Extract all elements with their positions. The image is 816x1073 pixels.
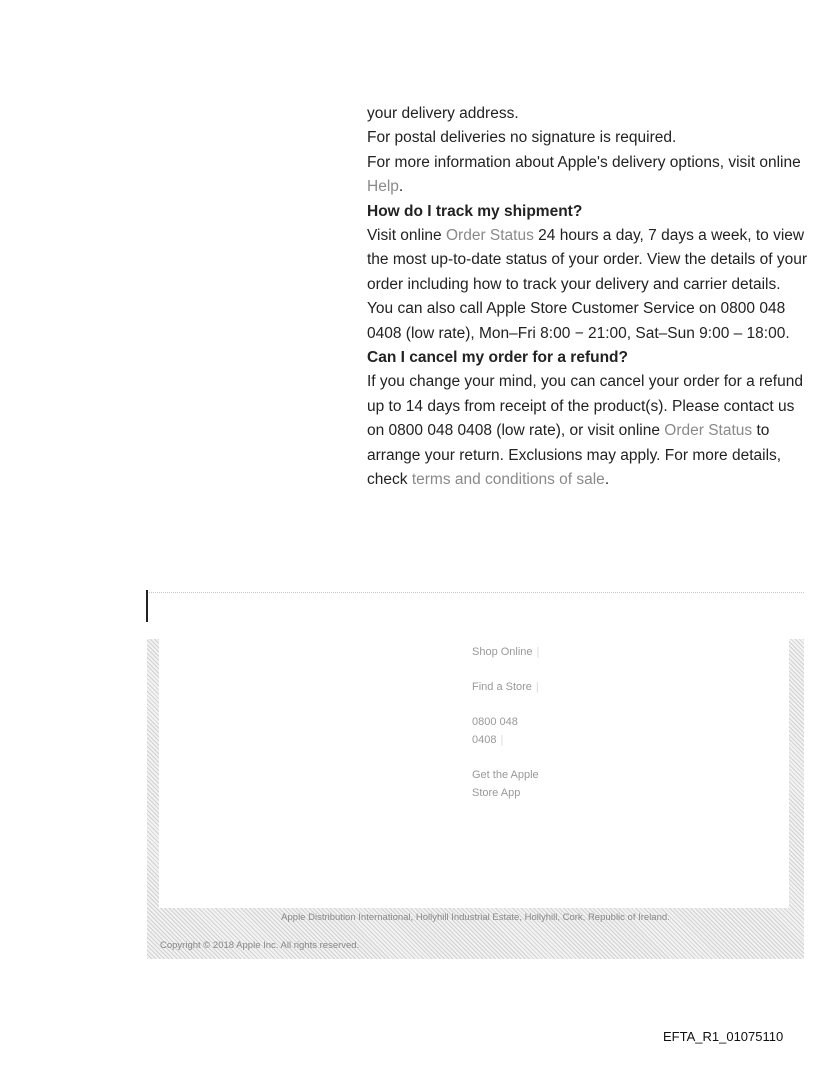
refund-text: If you change your mind, you can cancel your order for a refund up to 14 days from receipt of the product(s). Please contact us on 0800 048 0408 (low rate), or visit online Order Status to arrange your return. Exclusions may apply. For more details, check terms and conditions of sale.	[367, 373, 803, 489]
document-id: EFTA_R1_01075110	[663, 1029, 784, 1044]
footer-links-panel	[159, 639, 789, 908]
delivery-options-text: For more information about Apple's delivery options, visit online Help.	[367, 153, 801, 196]
order-status-text: Visit online Order Status 24 hours a day, 7 days a week, to view the most up-to-date status of your order. View the details of your order including how to track your delivery and carrier details.	[367, 227, 807, 293]
footer-link-find-store[interactable]: Find a Store |	[472, 681, 539, 693]
link-separator: |	[536, 646, 540, 658]
track-shipment-heading: How do I track my shipment?	[367, 202, 583, 220]
postal-delivery-text: For postal deliveries no signature is required.	[367, 129, 677, 147]
email-body	[367, 102, 807, 493]
text-cursor	[146, 590, 148, 622]
footer-copyright: Copyright © 2018 Apple Inc. All rights reserved.	[160, 940, 360, 951]
link-separator: |	[500, 734, 504, 746]
footer-address: Apple Distribution International, Hollyhill Industrial Estate, Hollyhill, Cork, Republic of Ireland.	[281, 912, 670, 923]
link-separator: |	[535, 681, 539, 693]
terms-link[interactable]: terms and conditions of sale	[411, 471, 605, 489]
cancel-order-heading: Can I cancel my order for a refund?	[367, 349, 628, 367]
footer	[147, 639, 804, 959]
order-status-link[interactable]: Order Status	[445, 227, 534, 245]
customer-service-text: You can also call Apple Store Customer Service on 0800 048 0408 (low rate), Mon–Fri 8:00 − 21:00, Sat–Sun 9:00 – 18:00.	[367, 300, 790, 342]
footer-link-shop-online[interactable]: Shop Online |	[472, 646, 540, 658]
order-status-link-2[interactable]: Order Status	[664, 422, 753, 440]
delivery-options-body: For more information about Apple's delivery options, visit online	[367, 153, 801, 171]
delivery-address-text: your delivery address.	[367, 105, 519, 122]
help-link[interactable]: Help	[367, 178, 399, 196]
footer-links	[472, 643, 542, 819]
divider	[146, 592, 804, 593]
footer-link-store-app[interactable]: Get the Apple Store App	[472, 769, 539, 799]
footer-link-phone[interactable]: 0800 048 0408 |	[472, 716, 518, 746]
